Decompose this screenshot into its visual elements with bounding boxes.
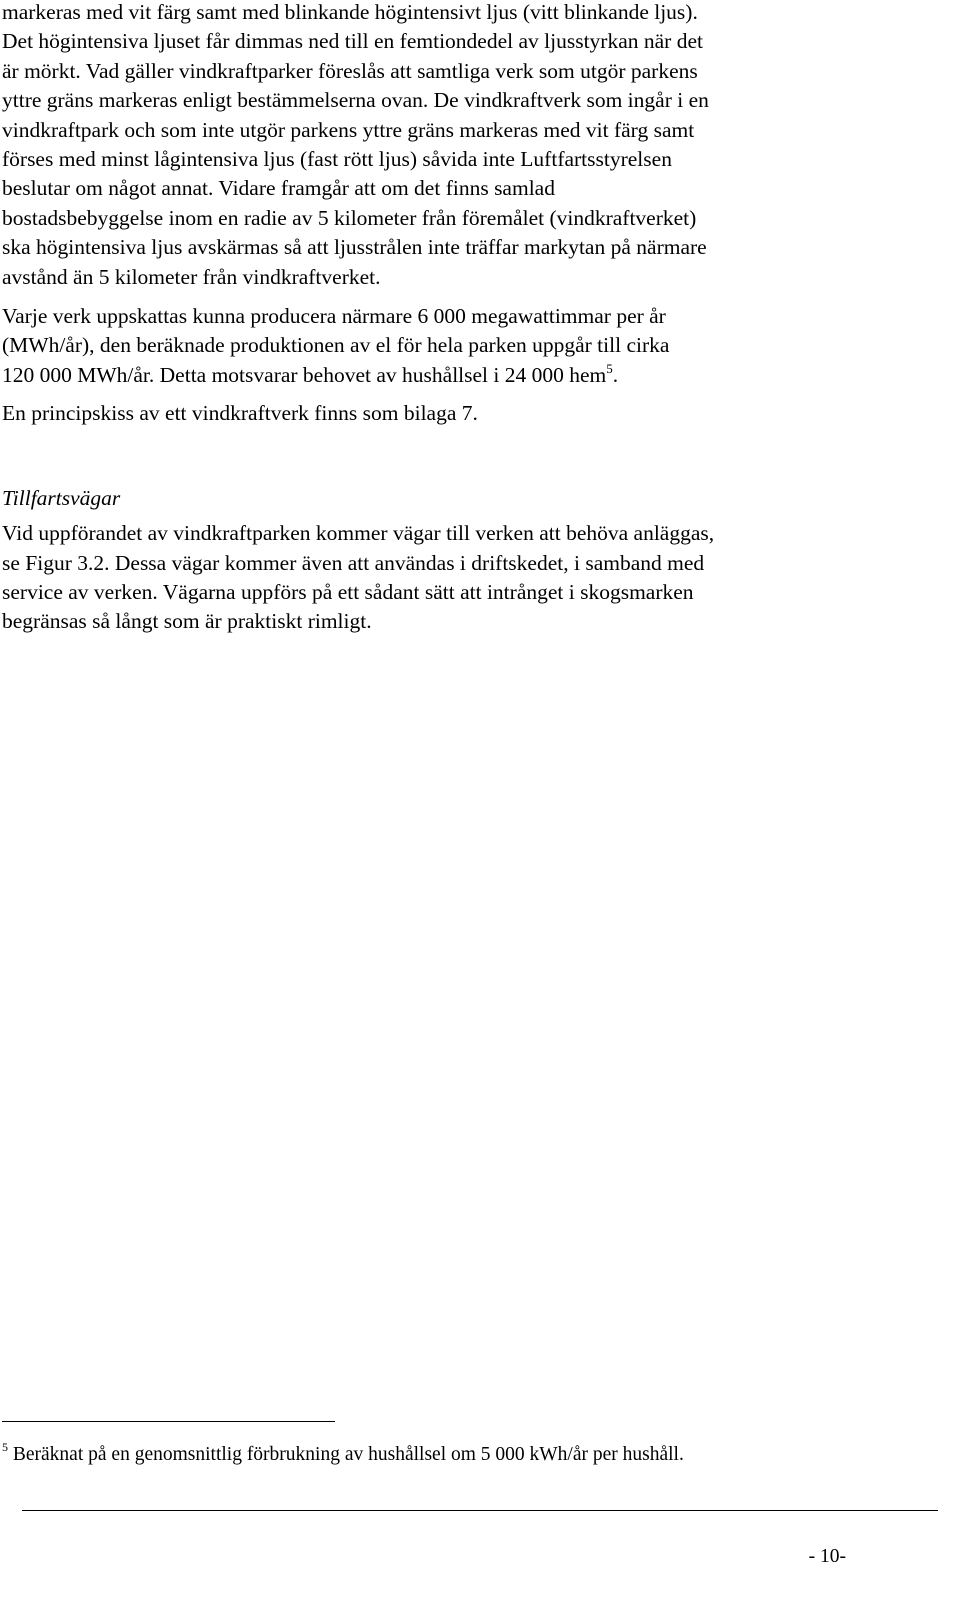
footer-rule	[22, 1510, 938, 1511]
page-number: - 10-	[808, 1546, 846, 1567]
text-line: (MWh/år), den beräknade produktionen av el för hela parken uppgår till cirka	[2, 333, 670, 358]
paragraph-access-roads	[2, 519, 952, 637]
paragraph-attachment-note	[2, 399, 952, 428]
text-line: service av verken. Vägarna uppförs på ett sådant sätt att intrånget i skogsmarken	[2, 579, 694, 604]
text-line: avstånd än 5 kilometer från vindkraftverket.	[2, 264, 381, 289]
text-line: förses med minst lågintensiva ljus (fast rött ljus) såvida inte Luftfartsstyrelsen	[2, 147, 672, 172]
text-line: En principskiss av ett vindkraftverk finns som bilaga 7.	[2, 401, 478, 426]
text-line: bostadsbebyggelse inom en radie av 5 kilometer från föremålet (vindkraftverket)	[2, 205, 697, 230]
text-line: är mörkt. Vad gäller vindkraftparker föreslås att samtliga verk som utgör parkens	[2, 58, 698, 83]
section-heading: Tillfartsvägar	[2, 485, 121, 510]
footnote-text: Beräknat på en genomsnittlig förbrukning av hushållsel om 5 000 kWh/år per hushåll.	[12, 1444, 684, 1465]
paragraph-production	[2, 302, 952, 390]
footnote-reference: 5	[606, 360, 613, 376]
text-line: se Figur 3.2. Dessa vägar kommer även att användas i driftskedet, i samband med	[2, 550, 705, 575]
text-line: Vid uppförandet av vindkraftparken kommer vägar till verken att behöva anläggas,	[2, 521, 715, 546]
text-line: begränsas så långt som är praktiskt rimligt.	[2, 609, 372, 634]
footnote-marker: 5	[2, 1440, 8, 1454]
text-line: Varje verk uppskattas kunna producera närmare 6 000 megawattimmar per år	[2, 304, 666, 329]
footnote-separator	[2, 1421, 335, 1422]
text-line: yttre gräns markeras enligt bestämmelserna ovan. De vindkraftverk som ingår i en	[2, 88, 709, 113]
text-line: beslutar om något annat. Vidare framgår att om det finns samlad	[2, 176, 555, 201]
text-line: Det högintensiva ljuset får dimmas ned till en femtiondedel av ljusstyrkan när det	[2, 29, 703, 54]
text-fragment: .	[612, 362, 619, 387]
text-line: markeras med vit färg samt med blinkande högintensivt ljus (vitt blinkande ljus).	[2, 0, 698, 24]
text-line: ska högintensiva ljus avskärmas så att ljusstrålen inte träffar markytan på närmare	[2, 235, 707, 260]
document-page	[2, 0, 952, 637]
text-line: vindkraftpark och som inte utgör parkens yttre gräns markeras med vit färg samt	[2, 117, 695, 142]
text-fragment: 120 000 MWh/år. Detta motsvarar behovet av hushållsel i 24 000 hem	[2, 362, 607, 387]
text-line	[2, 361, 952, 390]
paragraph-marking-rules	[2, 0, 952, 292]
footnote	[2, 1442, 684, 1468]
